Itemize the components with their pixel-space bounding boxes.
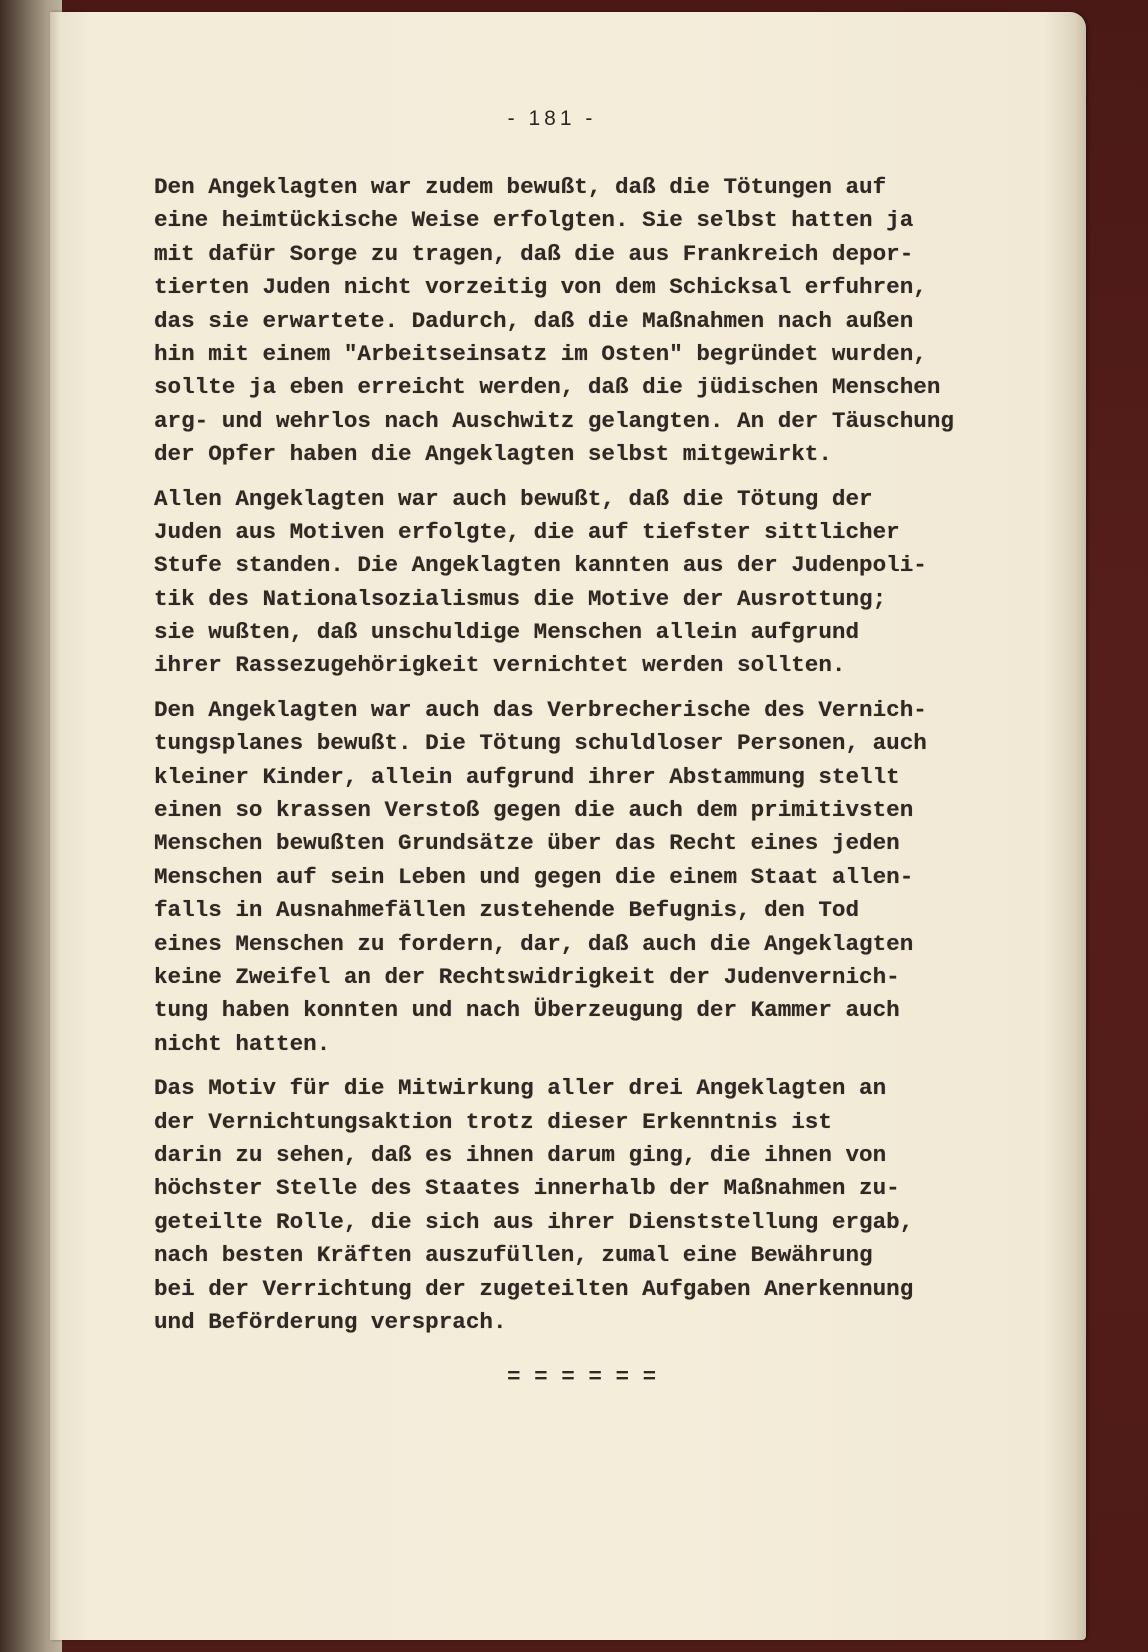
paragraph-4: [154, 1072, 1054, 1339]
text-line: höchster Stelle des Staates innerhalb der Maßnahmen zu-: [154, 1175, 900, 1202]
text-line: arg- und wehrlos nach Auschwitz gelangten. An der Täuschung: [154, 407, 954, 434]
text-line: nach besten Kräften auszufüllen, zumal eine Bewährung: [154, 1242, 873, 1269]
paragraph-1: [154, 171, 1054, 472]
text-line: bei der Verrichtung der zugeteilten Aufgaben Anerkennung: [154, 1275, 914, 1302]
end-separator: = = = = = =: [507, 1364, 657, 1390]
paragraph-2: [154, 483, 1054, 683]
text-line: keine Zweifel an der Rechtswidrigkeit der Judenvernich-: [154, 963, 900, 990]
text-line: eine heimtückische Weise erfolgten. Sie selbst hatten ja: [154, 207, 914, 234]
text-line: Das Motiv für die Mitwirkung aller drei Angeklagten an: [154, 1075, 887, 1102]
text-line: Den Angeklagten war auch das Verbrecherische des Vernich-: [154, 696, 927, 723]
text-line: tik des Nationalsozialismus die Motive der Ausrottung;: [154, 585, 887, 612]
paragraph-3: [154, 694, 1054, 1061]
text-line: und Beförderung versprach.: [154, 1308, 507, 1335]
body-text: [154, 171, 1054, 1339]
page-number: - 181 -: [507, 107, 597, 130]
text-line: kleiner Kinder, allein aufgrund ihrer Abstammung stellt: [154, 763, 900, 790]
text-line: Den Angeklagten war zudem bewußt, daß die Tötungen auf: [154, 174, 887, 200]
text-line: mit dafür Sorge zu tragen, daß die aus Frankreich depor-: [154, 240, 914, 267]
text-line: geteilte Rolle, die sich aus ihrer Dienststellung ergab,: [154, 1208, 914, 1235]
text-line: der Opfer haben die Angeklagten selbst mitgewirkt.: [154, 441, 832, 468]
text-line: tungsplanes bewußt. Die Tötung schuldloser Personen, auch: [154, 730, 927, 757]
text-line: der Vernichtungsaktion trotz dieser Erkenntnis ist: [154, 1108, 832, 1135]
text-line: tung haben konnten und nach Überzeugung der Kammer auch: [154, 997, 900, 1024]
text-line: tierten Juden nicht vorzeitig von dem Schicksal erfuhren,: [154, 274, 927, 301]
text-line: sie wußten, daß unschuldige Menschen allein aufgrund: [154, 619, 860, 646]
text-line: sollte ja eben erreicht werden, daß die jüdischen Menschen: [154, 374, 941, 401]
text-line: Menschen auf sein Leben und gegen die einem Staat allen-: [154, 863, 914, 890]
text-line: Menschen bewußten Grundsätze über das Recht eines jeden: [154, 830, 900, 857]
text-line: nicht hatten.: [154, 1030, 331, 1057]
text-line: Juden aus Motiven erfolgte, die auf tiefster sittlicher: [154, 518, 900, 545]
text-line: einen so krassen Verstoß gegen die auch dem primitivsten: [154, 797, 914, 824]
text-line: Allen Angeklagten war auch bewußt, daß die Tötung der: [154, 485, 873, 512]
text-line: falls in Ausnahmefällen zustehende Befugnis, den Tod: [154, 897, 860, 924]
text-line: Stufe standen. Die Angeklagten kannten aus der Judenpoli-: [154, 552, 927, 579]
text-line: ihrer Rassezugehörigkeit vernichtet werden sollten.: [154, 652, 846, 679]
text-line: hin mit einem "Arbeitseinsatz im Osten" begründet wurden,: [154, 340, 927, 367]
text-line: eines Menschen zu fordern, dar, daß auch die Angeklagten: [154, 930, 914, 957]
text-line: darin zu sehen, daß es ihnen darum ging, die ihnen von: [154, 1141, 887, 1168]
text-line: das sie erwartete. Dadurch, daß die Maßnahmen nach außen: [154, 307, 914, 334]
